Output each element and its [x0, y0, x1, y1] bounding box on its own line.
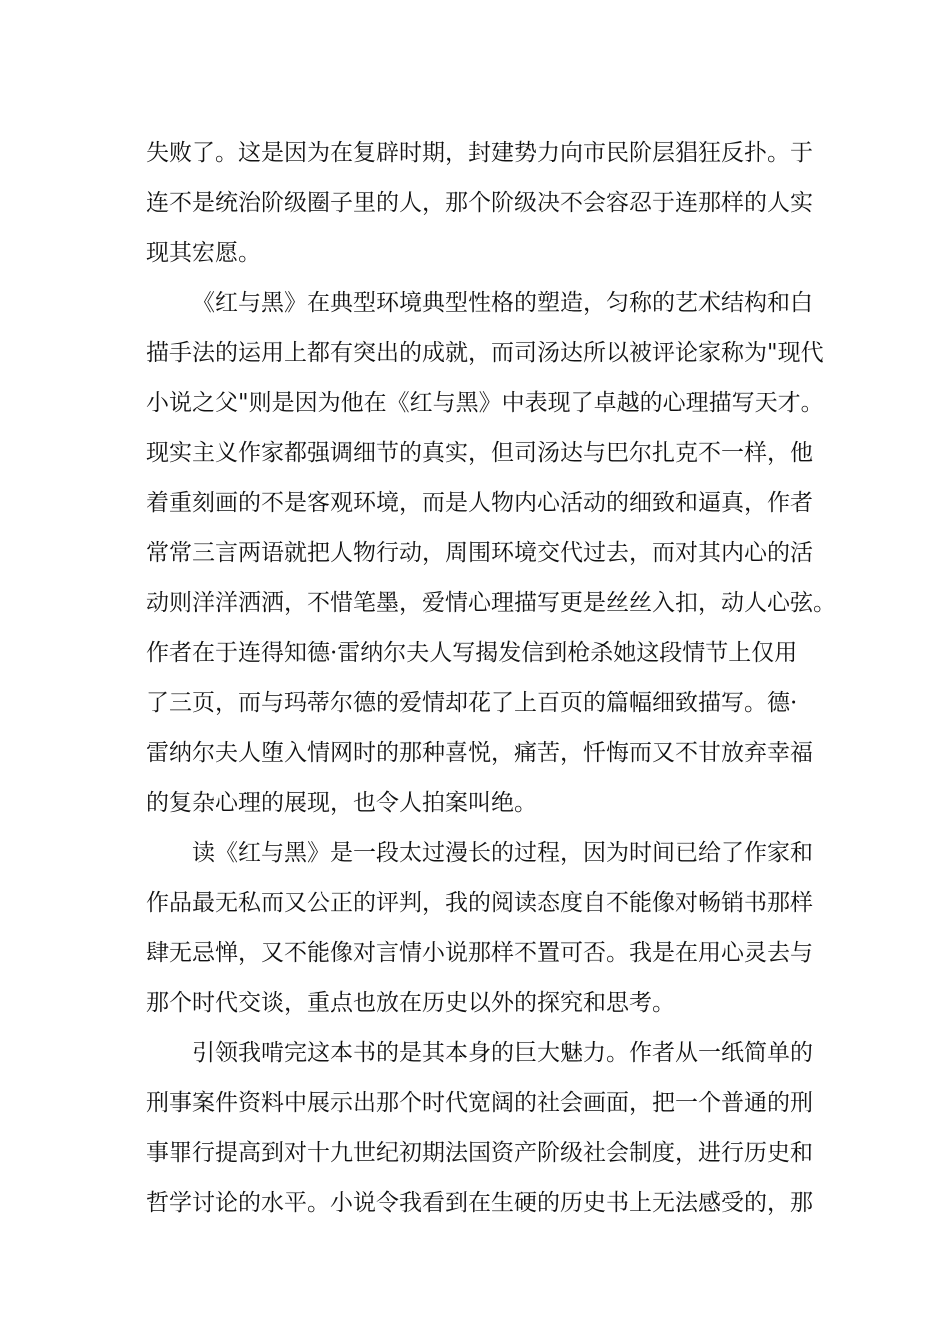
text-line: 作品最无私而又公正的评判，我的阅读态度自不能像对畅销书那样 — [146, 890, 813, 916]
text-line: 小说之父"则是因为他在《红与黑》中表现了卓越的心理描写天才。 — [146, 390, 824, 416]
text-line: 引领我啃完这本书的是其本身的巨大魅力。作者从一纸简单的 — [192, 1040, 813, 1066]
text-line: 作者在于连得知德·雷纳尔夫人写揭发信到枪杀她这段情节上仅用 — [146, 640, 798, 666]
paragraph-1 — [146, 128, 818, 278]
text-line: 描手法的运用上都有突出的成就，而司汤达所以被评论家称为"现代 — [146, 340, 824, 366]
text-line: 现实主义作家都强调细节的真实，但司汤达与巴尔扎克不一样，他 — [146, 440, 813, 466]
text-line: 失败了。这是因为在复辟时期，封建势力向市民阶层猖狂反扑。于 — [146, 140, 813, 166]
text-line: 动则洋洋洒洒，不惜笔墨，爱情心理描写更是丝丝入扣，动人心弦。 — [146, 590, 836, 616]
paragraph-3 — [146, 828, 818, 1028]
text-line: 那个时代交谈，重点也放在历史以外的探究和思考。 — [146, 990, 675, 1016]
text-line: 连不是统治阶级圈子里的人，那个阶级决不会容忍于连那样的人实 — [146, 190, 813, 216]
text-line: 着重刻画的不是客观环境，而是人物内心活动的细致和逼真，作者 — [146, 490, 813, 516]
text-line: 了三页，而与玛蒂尔德的爱情却花了上百页的篇幅细致描写。德· — [146, 690, 798, 716]
text-line: 事罪行提高到对十九世纪初期法国资产阶级社会制度，进行历史和 — [146, 1140, 813, 1166]
text-line: 的复杂心理的展现，也令人拍案叫绝。 — [146, 790, 537, 816]
text-line: 哲学讨论的水平。小说令我看到在生硬的历史书上无法感受的，那 — [146, 1190, 813, 1216]
text-line: 《红与黑》在典型环境典型性格的塑造，匀称的艺术结构和白 — [192, 290, 813, 316]
text-line: 现其宏愿。 — [146, 240, 261, 266]
text-line: 刑事案件资料中展示出那个时代宽阔的社会画面，把一个普通的刑 — [146, 1090, 813, 1116]
document-body — [146, 128, 836, 1228]
text-line: 常常三言两语就把人物行动，周围环境交代过去，而对其内心的活 — [146, 540, 813, 566]
text-line: 肆无忌惮，又不能像对言情小说那样不置可否。我是在用心灵去与 — [146, 940, 813, 966]
text-line: 读《红与黑》是一段太过漫长的过程，因为时间已给了作家和 — [192, 840, 813, 866]
text-line: 雷纳尔夫人堕入情网时的那种喜悦，痛苦，忏悔而又不甘放弃幸福 — [146, 740, 813, 766]
paragraph-2 — [146, 278, 836, 828]
paragraph-4 — [146, 1028, 818, 1228]
